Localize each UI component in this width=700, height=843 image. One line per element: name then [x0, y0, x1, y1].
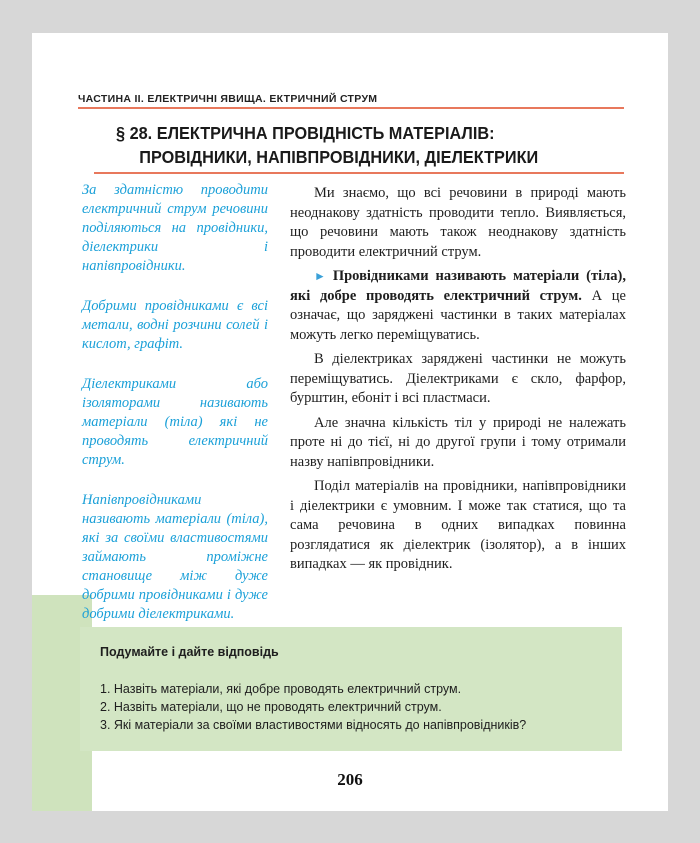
title-rule — [94, 172, 624, 174]
definition-rest: А це означає, що заряджені частинки в таких матеріалах можуть легко переміщуватись. — [290, 287, 626, 343]
question-item: 2. Назвіть матеріали, що не проводять електричний струм. — [100, 700, 442, 714]
section-title — [116, 121, 581, 169]
questions-list — [100, 680, 526, 734]
pointer-arrow-icon: ► — [314, 269, 326, 283]
paragraph-definition — [290, 267, 626, 345]
margin-notes — [82, 181, 268, 645]
definition-bold: Провідниками називають матеріали (тіла), які добре проводять електричний струм. — [290, 268, 626, 304]
page-number: 206 — [337, 770, 363, 789]
paragraph: В діелектриках заряджені частинки не можуть переміщуватись. Діелектриками є скло, фарфор, бурштин, ебоніт і всі пластмаси. — [290, 351, 626, 406]
paragraph: Ми знаємо, що всі речовини в природі мають неоднакову здатність проводити тепло. Виявляється, що речовини мають також неоднакову здатність проводити електричний струм. — [290, 185, 626, 260]
running-head: ЧАСТИНА ІІ. ЕЛЕКТРИЧНІ ЯВИЩА. ЕКТРИЧНИЙ СТРУМ — [78, 93, 378, 105]
margin-note: За здатністю проводити електричний струм речовини поділяються на провідники, діелектрики і напівпровідники. — [82, 182, 268, 274]
margin-note: Добрими провідниками є всі метали, водні розчини солей і кислот, графіт. — [82, 298, 268, 352]
question-item: 1. Назвіть матеріали, які добре проводять електричний струм. — [100, 682, 462, 696]
paragraph: Поділ матеріалів на провідники, напівпровідники і діелектрики є умовним. І може так статися, що та сама речовина в одних випадках повинна розглядатися як діелектрик (ізолятор), а в інших випадках — як провідник. — [290, 478, 626, 572]
textbook-page — [32, 33, 668, 811]
questions-title: Подумайте і дайте відповідь — [100, 645, 279, 659]
margin-note: Напівпровідниками називають матеріали (тіла), які за своїми властивостями займають проміжне становище між дуже добрими провідниками і дуже добрими діелектриками. — [82, 492, 268, 622]
section-title-line1: § 28. ЕЛЕКТРИЧНА ПРОВІДНІСТЬ МАТЕРІАЛІВ: — [116, 123, 495, 143]
paragraph: Але значна кількість тіл у природі не належать проте ні до тієї, ні до другої групи і тому отримали назву напівпровідники. — [290, 414, 626, 470]
section-title-line2: ПРОВІДНИКИ, НАПІВПРОВІДНИКИ, ДІЕЛЕКТРИКИ — [139, 147, 539, 167]
body-text — [290, 184, 626, 580]
margin-note: Діелектриками або ізоляторами називають матеріали (тіла) які не проводять електричний струм. — [82, 376, 268, 468]
questions-box — [80, 627, 622, 751]
question-item: 3. Які матеріали за своїми властивостями відносять до напівпровідників? — [100, 718, 527, 732]
header-rule — [78, 107, 624, 109]
